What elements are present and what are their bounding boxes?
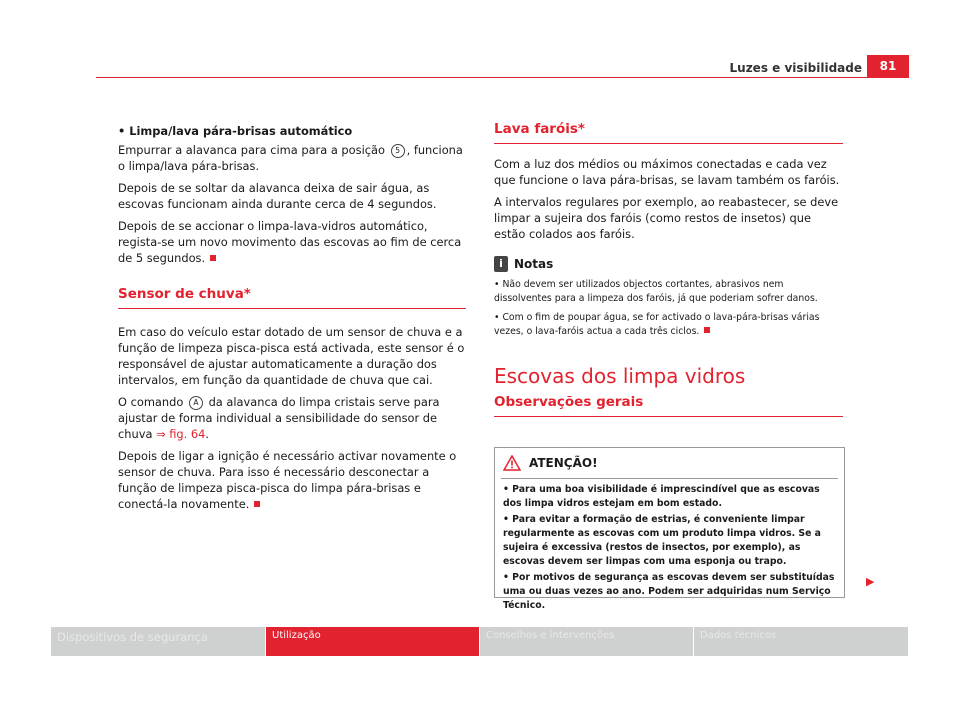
- text: Empurrar a alavanca para cima para a posição: [118, 143, 385, 157]
- paragraph: Depois de se soltar da alavanca deixa de sair água, as escovas funcionam ainda durante cerca de 4 segundos.: [118, 181, 437, 211]
- chapter-heading: Escovas dos limpa vidros: [494, 364, 746, 388]
- text: O comando: [118, 395, 184, 409]
- paragraph: [118, 448, 466, 512]
- position-5-badge: 5: [391, 144, 405, 158]
- text: da alavanca do limpa cristais serve para ajustar de forma individual a sensibilidade do sensor de chuva: [118, 395, 440, 441]
- tab-utilizacao[interactable]: Utilização: [266, 627, 479, 656]
- continue-arrow-icon[interactable]: ▶: [866, 575, 875, 588]
- end-square-icon: [254, 501, 260, 507]
- paragraph: Em caso do veículo estar dotado de um sensor de chuva e a função de limpeza pisca-pisca está activada, este sensor é o responsável de ajustar automaticamente a duração dos intervalos, em função da quantidade de chuva que cai.: [118, 325, 465, 387]
- right-column: [494, 121, 843, 417]
- figure-link[interactable]: ⇒ fig. 64: [156, 427, 206, 441]
- paragraph: [118, 142, 466, 174]
- tab-dados[interactable]: Dados técnicos: [694, 627, 908, 656]
- section-rule: [494, 416, 843, 417]
- paragraph: [118, 394, 466, 442]
- page-number: 81: [867, 55, 909, 77]
- warning-title: ATENÇÃO!: [529, 456, 598, 470]
- tab-conselhos[interactable]: Conselhos e intervenções: [480, 627, 693, 656]
- warning-triangle-icon: [503, 455, 521, 471]
- warning-header: [495, 448, 844, 478]
- bullet-title: • Limpa/lava pára-brisas automático: [118, 124, 353, 138]
- notes-box: [494, 256, 843, 338]
- sensor-section: [118, 286, 466, 309]
- header-rule: [96, 77, 909, 78]
- left-column: [118, 123, 466, 518]
- paragraph: Com a luz dos médios ou máximos conectadas e cada vez que funcione o lava pára-brisas, se lavam também os faróis.: [494, 157, 840, 187]
- warning-item: • Para evitar a formação de estrias, é conveniente limpar regularmente as escovas com um produto limpa vidros. Se a sujeira é excessiva (restos de insectos, por exemplo), as escovas devem ser limpas com uma esponja ou trapo.: [503, 514, 821, 567]
- control-a-badge: A: [189, 396, 203, 410]
- text: , funciona o limpa/lava pára-brisas.: [118, 143, 463, 173]
- notes-label: Notas: [514, 257, 554, 271]
- warning-body: [495, 479, 844, 619]
- text: • Com o fim de poupar água, se for activado o lava-pára-brisas várias vezes, o lava-faróis actua a cada três ciclos.: [494, 312, 820, 337]
- tab-dispositivos[interactable]: Dispositivos de segurança: [51, 627, 265, 656]
- notes-title: [494, 256, 843, 272]
- text: .: [205, 427, 209, 441]
- warning-box: [494, 447, 845, 611]
- section-rule: [118, 308, 466, 309]
- warning-item: • Para uma boa visibilidade é imprescindível que as escovas dos limpa vidros estejam em bom estado.: [503, 484, 820, 509]
- section-heading: Lava faróis*: [494, 121, 585, 137]
- section-heading: Sensor de chuva*: [118, 286, 251, 302]
- paragraph: [118, 218, 466, 266]
- section-heading: Observações gerais: [494, 394, 644, 410]
- paragraph: A intervalos regulares por exemplo, ao reabastecer, se deve limpar a sujeira dos faróis (como restos de insetos) que estão colados aos faróis.: [494, 195, 839, 241]
- text: Depois de se accionar o limpa-lava-vidros automático, regista-se um novo movimento das escovas ao fim de cerca de 5 segundos.: [118, 219, 462, 265]
- running-header: Luzes e visibilidade: [729, 61, 862, 75]
- note-item: • Não devem ser utilizados objectos cortantes, abrasivos nem dissolventes para a limpeza dos faróis, já que poderiam sofrer danos.: [494, 279, 818, 304]
- info-note-icon: i: [494, 256, 508, 272]
- note-item: [494, 311, 843, 338]
- warning-item: • Por motivos de segurança as escovas devem ser substituídas uma ou duas vezes ao ano. Podem ser adquiridas num Serviço Técnico.: [503, 572, 835, 611]
- text: Depois de ligar a ignição é necessário activar novamente o sensor de chuva. Para isso é necessário desconectar a função de limpeza pisca-pisca do limpa pára-brisas e conectá-la novamente.: [118, 449, 457, 511]
- end-square-icon: [704, 327, 710, 333]
- chapter-tabs: [51, 627, 909, 656]
- end-square-icon: [210, 255, 216, 261]
- section-rule: [494, 143, 843, 144]
